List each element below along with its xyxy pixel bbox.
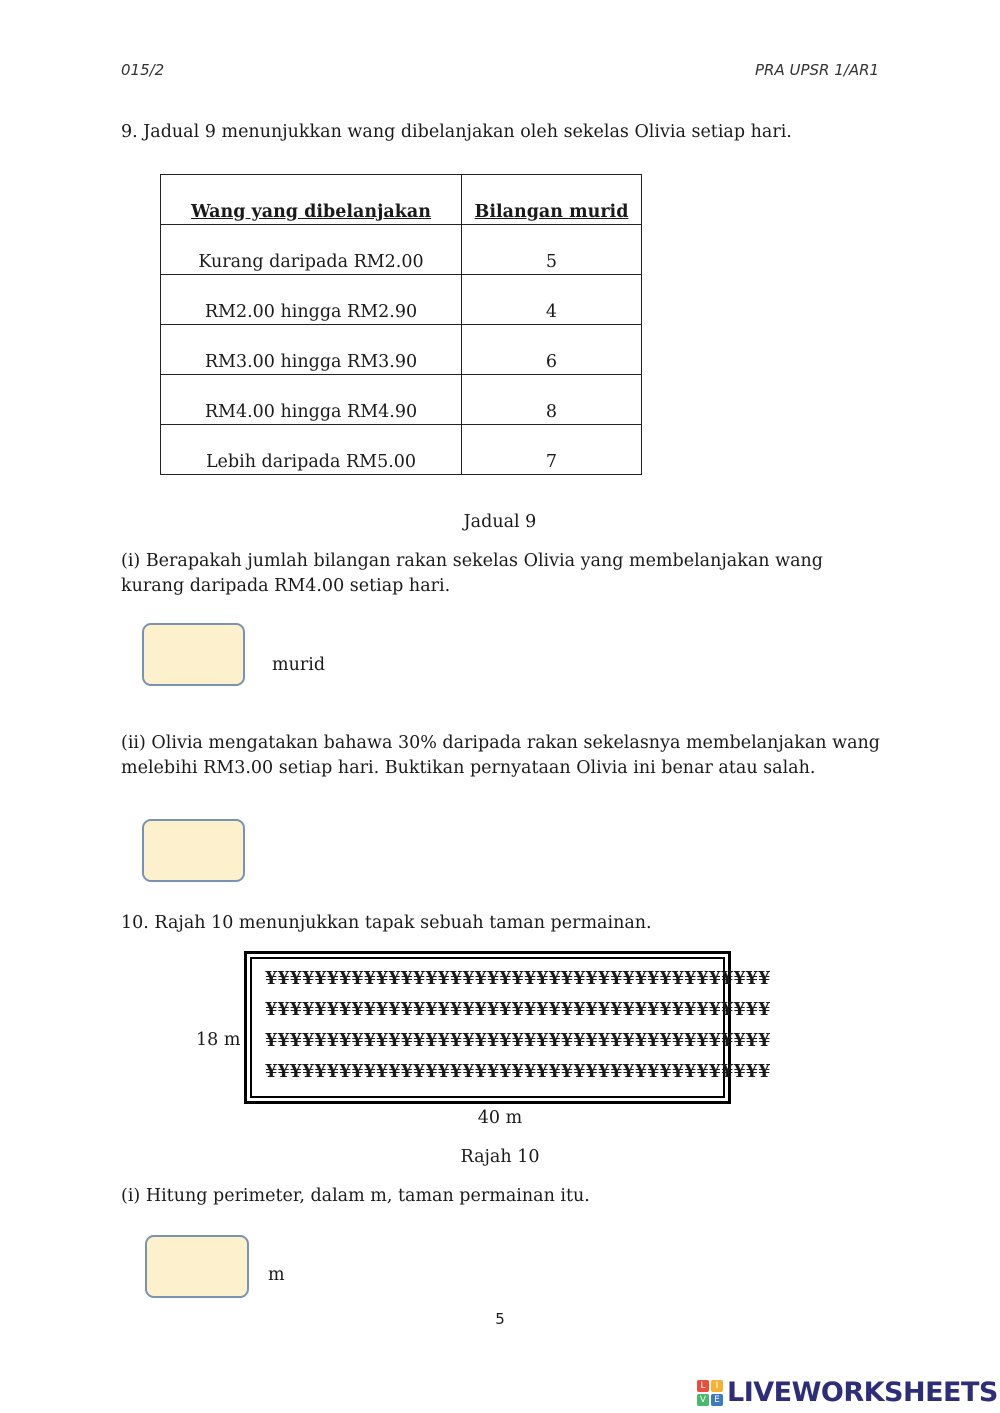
- table-caption: Jadual 9: [463, 512, 537, 532]
- table-cell: 4: [462, 275, 642, 325]
- table-cell: Lebih daripada RM5.00: [161, 425, 462, 475]
- pattern-row: ¥¥¥¥¥¥¥¥¥¥¥¥¥¥¥¥¥¥¥¥¥¥¥¥¥¥¥¥¥¥¥¥¥¥¥¥¥¥¥¥¥: [265, 1030, 771, 1051]
- table-cell: 7: [462, 425, 642, 475]
- liveworksheets-wordmark: LIVEWORKSHEETS: [727, 1377, 998, 1408]
- header-code: 015/2: [121, 61, 165, 79]
- table-cell: RM4.00 hingga RM4.90: [161, 375, 462, 425]
- table-9: [160, 174, 642, 475]
- table-cell: RM2.00 hingga RM2.90: [161, 275, 462, 325]
- liveworksheets-mark-icon: L I V E: [697, 1380, 723, 1406]
- q10-part-i-unit: m: [268, 1265, 285, 1285]
- height-label: 18 m: [196, 1030, 241, 1050]
- q10-part-i-text: (i) Hitung perimeter, dalam m, taman permainan itu.: [121, 1186, 590, 1206]
- table-cell: 5: [462, 225, 642, 275]
- q9-part-i-text: (i) Berapakah jumlah bilangan rakan sekelas Olivia yang membelanjakan wang kurang daripada RM4.00 setiap hari.: [121, 551, 823, 596]
- width-label: 40 m: [477, 1108, 523, 1128]
- pattern-row: ¥¥¥¥¥¥¥¥¥¥¥¥¥¥¥¥¥¥¥¥¥¥¥¥¥¥¥¥¥¥¥¥¥¥¥¥¥¥¥¥¥: [265, 999, 771, 1020]
- liveworksheets-logo[interactable]: [697, 1377, 998, 1408]
- table-row: [161, 225, 642, 275]
- q9-part-ii-text: (ii) Olivia mengatakan bahawa 30% daripada rakan sekelasnya membelanjakan wang melebihi RM3.00 setiap hari. Buktikan pernyataan Olivia ini benar atau salah.: [121, 733, 880, 778]
- q10-part-i-answer-input[interactable]: [145, 1235, 249, 1298]
- table-header-cell: Wang yang dibelanjakan: [161, 175, 462, 225]
- pattern-row: ¥¥¥¥¥¥¥¥¥¥¥¥¥¥¥¥¥¥¥¥¥¥¥¥¥¥¥¥¥¥¥¥¥¥¥¥¥¥¥¥¥: [265, 968, 771, 989]
- table-cell: RM3.00 hingga RM3.90: [161, 325, 462, 375]
- table-cell: 6: [462, 325, 642, 375]
- table-row: [161, 425, 642, 475]
- diagram-caption: Rajah 10: [460, 1147, 540, 1167]
- q9-part-i-unit: murid: [272, 655, 326, 675]
- playground-diagram: [244, 951, 771, 1104]
- pattern-row: ¥¥¥¥¥¥¥¥¥¥¥¥¥¥¥¥¥¥¥¥¥¥¥¥¥¥¥¥¥¥¥¥¥¥¥¥¥¥¥¥¥: [265, 1061, 771, 1082]
- table-cell: 8: [462, 375, 642, 425]
- table-header-row: [161, 175, 642, 225]
- header-exam-title: PRA UPSR 1/AR1: [755, 61, 880, 79]
- page-number: 5: [495, 1310, 505, 1328]
- table-cell: Kurang daripada RM2.00: [161, 225, 462, 275]
- table-header-cell: Bilangan murid: [462, 175, 642, 225]
- q10-intro: 10. Rajah 10 menunjukkan tapak sebuah taman permainan.: [121, 913, 652, 933]
- table-row: [161, 325, 642, 375]
- table-row: [161, 375, 642, 425]
- table-row: [161, 275, 642, 325]
- q9-part-ii-answer-input[interactable]: [142, 819, 245, 882]
- q9-part-i-answer-input[interactable]: [142, 623, 245, 686]
- q9-intro: 9. Jadual 9 menunjukkan wang dibelanjakan oleh sekelas Olivia setiap hari.: [121, 122, 792, 142]
